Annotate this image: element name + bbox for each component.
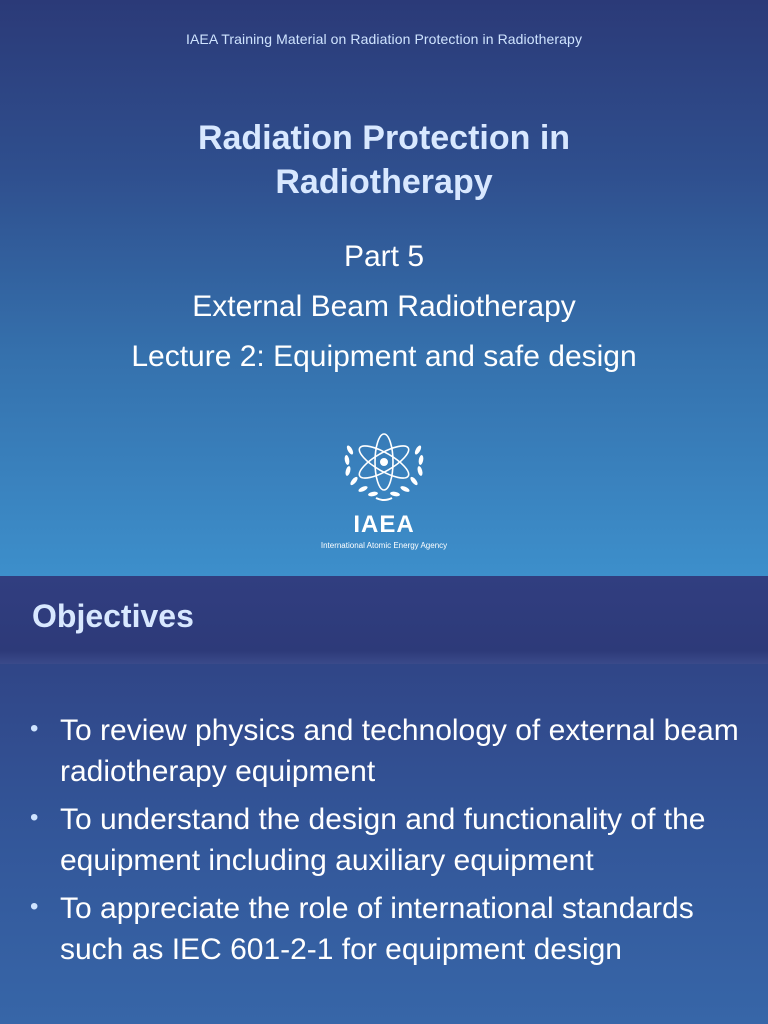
header-text: IAEA Training Material on Radiation Protection in Radiotherapy	[185, 31, 583, 47]
logo-text: IAEA	[353, 511, 415, 538]
list-item	[30, 710, 740, 792]
title-line-1: Radiation Protection in	[197, 119, 571, 157]
objective-text: To understand the design and functionality of the equipment including auxiliary equipment	[60, 803, 706, 877]
objective-text: To review physics and technology of external beam radiotherapy equipment	[60, 714, 739, 788]
list-item	[30, 799, 740, 881]
objectives-slide	[0, 576, 768, 1024]
iaea-emblem-icon	[336, 428, 432, 504]
bullet-dot-icon: •	[30, 804, 39, 831]
part-label: Part 5	[343, 240, 425, 273]
bullet-dot-icon: •	[30, 715, 39, 742]
list-item	[30, 888, 740, 970]
objective-text: To appreciate the role of international standards such as IEC 601-2-1 for equipment design	[60, 892, 694, 966]
objectives-title-band	[0, 576, 768, 664]
bullet-dot-icon: •	[30, 893, 39, 920]
logo-subtext: International Atomic Energy Agency	[320, 541, 448, 550]
slide-title	[0, 116, 768, 204]
topic-label: External Beam Radiotherapy	[192, 290, 576, 323]
objectives-title: Objectives	[32, 598, 194, 634]
lecture-label: Lecture 2: Equipment and safe design	[131, 340, 637, 373]
title-line-2: Radiotherapy	[275, 163, 493, 201]
objectives-list	[30, 710, 740, 977]
